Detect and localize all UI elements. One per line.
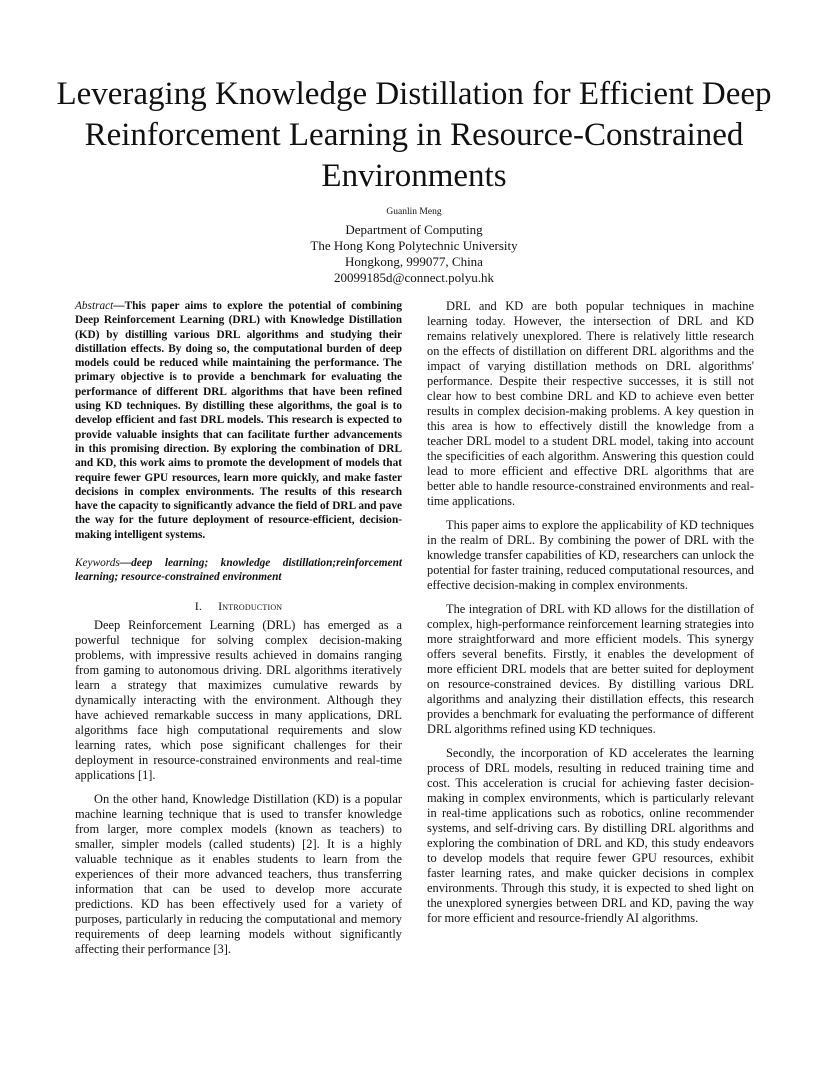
abstract: Abstract—This paper aims to explore the potential of combining Deep Reinforcement Learning (DRL) with Knowledge Distillation (KD) by distilling various DRL algorithms and studying their distillation effects. By doing so, the computational burden of deep models could be reduced while maintaining the performance. The primary objective is to provide a benchmark for evaluating the performance of different DRL algorithms that have been refined using KD techniques. By distilling these algorithms, the goal is to develop efficient and fast DRL models. This research is expected to provide valuable insights that can facilitate further advancements in this promising direction. By exploring the combination of DRL and KD, this work aims to promote the development of models that require fewer GPU resources, learn more quickly, and make faster decisions in complex environments. The results of this research have the capacity to significantly advance the field of DRL and pave the way for the future deployment of resource-efficient, decision-making intelligent systems. <box>75 300 402 541</box>
keywords: Keywords—deep learning; knowledge distillation;reinforcement learning; resource-constrained environment <box>75 557 402 584</box>
paragraph: Deep Reinforcement Learning (DRL) has emerged as a powerful technique for solving complex decision-making problems, with impressive results achieved in domains ranging from gaming to autonomous driving. DRL algorithms iteratively learn a strategy that maximizes cumulative rewards by dynamically interacting with the environment. Although they have achieved remarkable success in many applications, DRL algorithms face high computational requirements and slow learning rates, which pose significant challenges for their deployment in resource-constrained environments and real-time applications [1]. <box>75 617 402 782</box>
keywords-text: deep learning; knowledge distillation;reinforcement learning; resource-constrained environment <box>75 557 402 584</box>
section-title: Introduction <box>218 598 283 613</box>
abstract-label: Abstract <box>75 300 114 312</box>
keywords-label: Keywords <box>75 557 120 570</box>
author-email: 20099185d@connect.polyu.hk <box>333 270 494 285</box>
paragraph: DRL and KD are both popular techniques in machine learning today. However, the intersection of DRL and KD remains relatively unexplored. There is relatively little research on the effects of distillation on different DRL algorithms and the impact of varying distillation methods on DRL algorithms' performance. Despite their respective successes, it is still not clear how to best combine DRL and KD to achieve even better results in complex decision-making problems. A key question in this area is how to effectively distill the knowledge from a teacher DRL model to a student DRL model, taking into account the specificities of each algorithm. Answering this question could lead to more efficient and effective DRL algorithms that are better able to handle resource-constrained environments and real-time applications. <box>427 299 754 508</box>
affiliation-university: The Hong Kong Polytechnic University <box>310 238 518 253</box>
paper-title: Leveraging Knowledge Distillation for Efficient Deep Reinforcement Learning in Resource-Constrained Environments <box>56 76 772 194</box>
left-column <box>75 299 402 966</box>
paragraph: The integration of DRL with KD allows for the distillation of complex, high-performance reinforcement learning strategies into more straightforward and more efficient models. This synergy offers several benefits. Firstly, it enables the development of more efficient DRL models that are better suited for deployment on resource-constrained devices. By distilling various DRL algorithms and analyzing their distillation effects, this research provides a benchmark for evaluating the performance of different DRL algorithms refined using KD techniques. <box>427 602 754 736</box>
paragraph: On the other hand, Knowledge Distillation (KD) is a popular machine learning technique that is used to transfer knowledge from larger, more complex models (known as teachers) to smaller, simpler models (called students) [2]. It is a highly valuable technique as it enables students to learn from the experiences of their more advanced teachers, thus transferring information that can be used to develop more accurate predictions. KD has been effectively used for a variety of purposes, particularly in reducing the computational and memory requirements of deep learning models without significantly affecting their performance [3]. <box>75 791 402 956</box>
affiliation-department: Department of Computing <box>345 222 483 237</box>
author-affiliation <box>164 222 664 286</box>
author-name: Guanlin Meng <box>386 207 442 217</box>
right-column <box>427 299 754 935</box>
abstract-text: This paper aims to explore the potential of combining Deep Reinforcement Learning (DRL) with Knowledge Distillation (KD) by distilling various DRL algorithms and studying their distillation effects. By doing so, the computational burden of deep models could be reduced while maintaining the performance. The primary objective is to provide a benchmark for evaluating the performance of different DRL algorithms that have been refined using KD techniques. By distilling these algorithms, the goal is to develop efficient and fast DRL models. This research is expected to provide valuable insights that can facilitate further advancements in this promising direction. By exploring the combination of DRL and KD, this work aims to promote the development of models that require fewer GPU resources, learn more quickly, and make faster decisions in complex environments. The results of this research have the capacity to significantly advance the field of DRL and pave the way for the future deployment of resource-efficient, decision-making intelligent systems. <box>75 300 402 541</box>
paragraph: Secondly, the incorporation of KD accelerates the learning process of DRL models, resulting in reduced training time and cost. This acceleration is crucial for achieving faster decision-making in complex environments, which is particularly relevant in real-time applications such as robotics, online recommender systems, and self-driving cars. By distilling DRL algorithms and exploring the combination of DRL and KD, this study endeavors to develop models that require fewer GPU resources, exhibit faster learning rates, and make quicker decisions in complex environments. Through this study, it is expected to shed light on the unexplored synergies between DRL and KD, paving the way for more efficient and resource-friendly AI algorithms. <box>427 746 754 925</box>
section-number: I. <box>194 598 203 613</box>
paragraph: This paper aims to explore the applicability of KD techniques in the realm of DRL. By combining the power of DRL with the knowledge transfer capabilities of KD, researchers can unlock the potential for faster training, reduced computational resources, and effective decision-making in complex environments. <box>427 518 754 592</box>
section-heading-introduction <box>75 599 402 614</box>
affiliation-location: Hongkong, 999077, China <box>345 254 483 269</box>
